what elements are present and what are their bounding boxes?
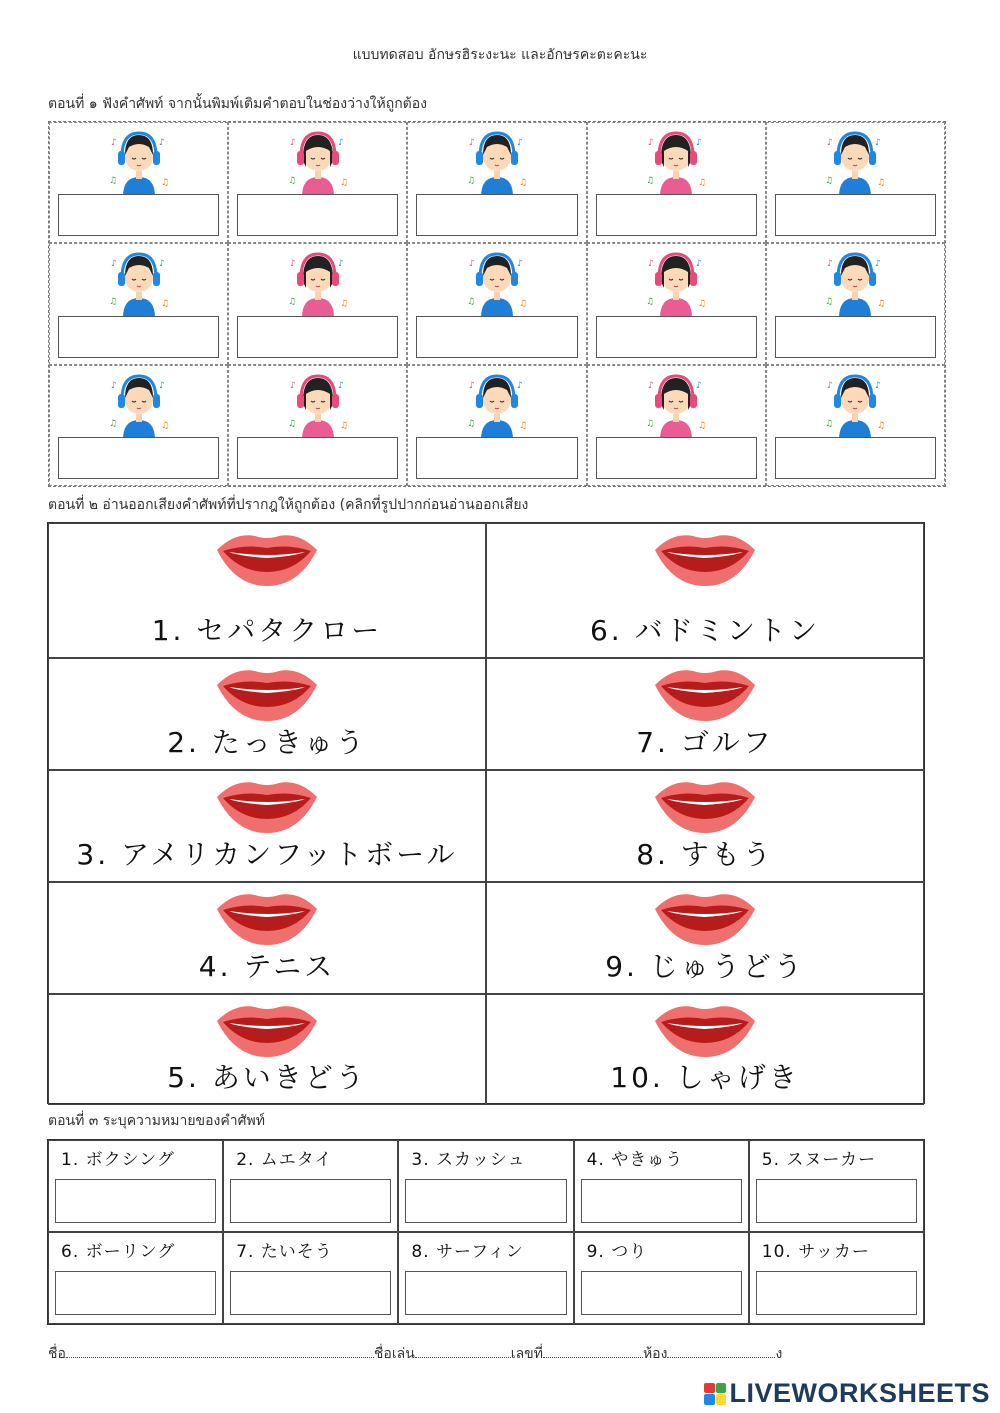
svg-text:♫: ♫	[287, 418, 296, 429]
svg-text:♪: ♪	[827, 259, 834, 270]
boy-headphones-icon[interactable]	[465, 127, 529, 197]
svg-text:♪: ♪	[158, 380, 165, 391]
room-label: ห้อง	[642, 1346, 668, 1362]
meaning-term: 4. やきゅう	[586, 1150, 684, 1170]
meaning-cell	[749, 1140, 924, 1232]
meaning-term: 5. スヌーカー	[761, 1150, 877, 1170]
meaning-cell	[749, 1232, 924, 1324]
listening-cell	[587, 243, 766, 364]
svg-text:♪: ♪	[289, 138, 296, 148]
svg-text:♪: ♪	[875, 138, 882, 148]
listening-answer-box[interactable]	[596, 316, 757, 358]
svg-text:♫: ♫	[160, 178, 169, 188]
meaning-term: 9. つり	[586, 1242, 648, 1262]
svg-text:♫: ♫	[646, 176, 655, 186]
svg-text:♫: ♫	[108, 418, 117, 429]
meaning-answer-box[interactable]	[230, 1271, 391, 1315]
boy-headphones-icon[interactable]	[823, 127, 887, 197]
section-1-label: ตอนที่ ๑ ฟังคำศัพท์ จากนั้นพิมพ์เติมคำตอบในช่องว่างให้ถูกต้อง	[48, 96, 428, 112]
meaning-answer-box[interactable]	[230, 1179, 391, 1223]
pronunciation-word: 2. たっきゅう	[167, 726, 367, 759]
svg-text:♪: ♪	[110, 380, 117, 391]
listening-answer-box[interactable]	[596, 194, 757, 236]
pronunciation-word: 8. すもう	[636, 838, 774, 871]
listening-cell	[228, 122, 407, 243]
svg-text:♫: ♫	[825, 297, 834, 308]
listening-cell	[766, 122, 945, 243]
svg-text:♪: ♪	[516, 380, 523, 391]
pronunciation-cell	[486, 658, 924, 770]
boy-headphones-icon[interactable]	[107, 248, 171, 318]
lips-icon[interactable]	[215, 775, 319, 835]
meaning-answer-box[interactable]	[756, 1179, 917, 1223]
listening-answer-box[interactable]	[58, 194, 219, 236]
listening-answer-box[interactable]	[58, 316, 219, 358]
svg-text:♫: ♫	[518, 420, 528, 431]
svg-text:♪: ♪	[875, 380, 882, 391]
svg-text:♪: ♪	[337, 259, 344, 270]
svg-text:♫: ♫	[466, 418, 476, 429]
svg-text:♪: ♪	[468, 259, 475, 270]
svg-text:♪: ♪	[110, 259, 117, 270]
listening-answer-box[interactable]	[775, 194, 936, 236]
boy-headphones-icon[interactable]	[823, 370, 887, 440]
pronunciation-cell	[48, 882, 486, 994]
svg-text:♫: ♫	[287, 297, 296, 308]
listening-cell	[228, 365, 407, 486]
listening-cell	[407, 243, 586, 364]
listening-answer-box[interactable]	[775, 316, 936, 358]
meaning-cell	[48, 1140, 223, 1232]
meaning-cell	[223, 1232, 398, 1324]
svg-text:♪: ♪	[337, 380, 344, 391]
listening-cell	[766, 365, 945, 486]
svg-text:♪: ♪	[110, 138, 117, 148]
pronunciation-word: 9. じゅうどう	[605, 950, 805, 983]
svg-text:♪: ♪	[696, 380, 702, 391]
meaning-cell	[398, 1232, 573, 1324]
boy-headphones-icon[interactable]	[465, 248, 529, 318]
lips-icon[interactable]	[653, 663, 757, 723]
meaning-answer-box[interactable]	[405, 1271, 566, 1315]
meaning-term: 3. スカッシュ	[411, 1150, 526, 1170]
listening-answer-box[interactable]	[237, 194, 398, 236]
svg-text:♪: ♪	[827, 138, 834, 148]
brand-badge-icon	[704, 1383, 726, 1405]
listening-answer-box[interactable]	[416, 316, 577, 358]
number-blank[interactable]	[543, 1356, 643, 1358]
pronunciation-cell	[48, 770, 486, 882]
svg-text:♫: ♫	[287, 176, 296, 186]
listening-answer-box[interactable]	[416, 194, 577, 236]
listening-answer-box[interactable]	[416, 437, 577, 479]
listening-answer-box[interactable]	[58, 437, 219, 479]
lips-icon[interactable]	[653, 999, 757, 1059]
pronunciation-cell	[486, 994, 924, 1105]
girl-headphones-icon[interactable]	[644, 370, 708, 440]
listening-answer-box[interactable]	[237, 316, 398, 358]
brand-square-3	[704, 1394, 715, 1405]
svg-text:♫: ♫	[160, 299, 169, 310]
pronunciation-word: 5. あいきどう	[167, 1061, 367, 1094]
boy-headphones-icon[interactable]	[823, 248, 887, 318]
meaning-answer-box[interactable]	[581, 1179, 742, 1223]
meaning-term: 7. たいそう	[236, 1242, 333, 1262]
pronunciation-table	[47, 522, 925, 1104]
lips-icon[interactable]	[215, 887, 319, 947]
svg-text:♫: ♫	[698, 420, 707, 431]
svg-text:♫: ♫	[339, 420, 348, 431]
footer-trailing: ง	[775, 1346, 783, 1362]
girl-headphones-icon[interactable]	[286, 127, 350, 197]
svg-text:♫: ♫	[698, 299, 707, 310]
svg-text:♫: ♫	[108, 176, 117, 186]
listening-cell	[407, 122, 586, 243]
svg-text:♪: ♪	[468, 380, 475, 391]
svg-text:♫: ♫	[466, 176, 476, 186]
meaning-cell	[48, 1232, 223, 1324]
worksheet-title: แบบทดสอบ อักษรฮิระงะนะ และอักษรคะตะคะนะ	[352, 47, 648, 63]
girl-headphones-icon[interactable]	[644, 248, 708, 318]
brand-text: LIVEWORKSHEETS	[729, 1378, 990, 1408]
meaning-answer-box[interactable]	[756, 1271, 917, 1315]
lips-icon[interactable]	[215, 999, 319, 1059]
meaning-cell	[223, 1140, 398, 1232]
svg-text:♪: ♪	[337, 138, 344, 148]
svg-text:♪: ♪	[468, 138, 475, 148]
nickname-blank[interactable]	[415, 1356, 511, 1358]
svg-text:♫: ♫	[698, 178, 707, 188]
svg-text:♪: ♪	[696, 259, 702, 270]
pronunciation-word: 6. バドミントン	[589, 614, 821, 647]
meaning-answer-box[interactable]	[55, 1179, 216, 1223]
meaning-table	[47, 1139, 925, 1325]
svg-text:♪: ♪	[648, 138, 654, 148]
svg-text:♫: ♫	[518, 299, 528, 310]
svg-text:♫: ♫	[877, 299, 886, 310]
svg-text:♫: ♫	[108, 297, 117, 308]
listening-cell	[587, 122, 766, 243]
svg-text:♪: ♪	[158, 259, 165, 270]
pronunciation-cell	[486, 882, 924, 994]
meaning-term: 2. ムエタイ	[236, 1150, 333, 1170]
meaning-answer-box[interactable]	[55, 1271, 216, 1315]
liveworksheets-logo	[704, 1378, 990, 1409]
section-3-label: ตอนที่ ๓ ระบุความหมายของคำศัพท์	[48, 1113, 265, 1129]
listening-cell	[587, 365, 766, 486]
listening-cell	[49, 243, 228, 364]
svg-text:♪: ♪	[516, 138, 523, 148]
meaning-cell	[574, 1140, 749, 1232]
pronunciation-cell	[48, 658, 486, 770]
svg-text:♫: ♫	[518, 178, 528, 188]
svg-text:♫: ♫	[339, 178, 348, 188]
svg-text:♪: ♪	[696, 138, 702, 148]
svg-text:♪: ♪	[158, 138, 165, 148]
brand-square-2	[716, 1383, 727, 1394]
svg-text:♫: ♫	[825, 176, 834, 186]
svg-text:♫: ♫	[646, 418, 655, 429]
girl-headphones-icon[interactable]	[644, 127, 708, 197]
meaning-cell	[398, 1140, 573, 1232]
svg-text:♫: ♫	[825, 418, 834, 429]
listening-cell	[228, 243, 407, 364]
pronunciation-cell	[48, 523, 486, 658]
room-blank[interactable]	[667, 1356, 775, 1358]
meaning-answer-box[interactable]	[405, 1179, 566, 1223]
svg-text:♪: ♪	[289, 380, 296, 391]
listening-cell	[49, 365, 228, 486]
meaning-term: 10. サッカー	[761, 1242, 870, 1262]
lips-icon[interactable]	[653, 887, 757, 947]
lips-icon[interactable]	[653, 775, 757, 835]
listening-grid	[48, 121, 946, 487]
section-2-label: ตอนที่ ๒ อ่านออกเสียงคำศัพท์ที่ปรากฎให้ถูกต้อง (คลิกที่รูปปากก่อนอ่านออกเสียง	[48, 497, 529, 513]
name-blank[interactable]	[66, 1356, 374, 1358]
boy-headphones-icon[interactable]	[107, 127, 171, 197]
lips-icon[interactable]	[215, 663, 319, 723]
meaning-term: 8. サーフィン	[411, 1242, 524, 1262]
listening-answer-box[interactable]	[596, 437, 757, 479]
brand-square-4	[716, 1394, 727, 1405]
brand-square-1	[704, 1383, 715, 1394]
listening-cell	[407, 365, 586, 486]
listening-cell	[49, 122, 228, 243]
pronunciation-word: 7. ゴルフ	[636, 726, 774, 759]
girl-headphones-icon[interactable]	[286, 248, 350, 318]
svg-text:♪: ♪	[648, 380, 654, 391]
svg-text:♪: ♪	[516, 259, 523, 270]
listening-cell	[766, 243, 945, 364]
nickname-label: ชื่อเล่น	[373, 1346, 415, 1362]
meaning-cell	[574, 1232, 749, 1324]
svg-text:♫: ♫	[160, 420, 169, 431]
meaning-answer-box[interactable]	[581, 1271, 742, 1315]
student-info-line	[48, 1343, 782, 1365]
svg-text:♫: ♫	[339, 299, 348, 310]
svg-text:♪: ♪	[875, 259, 882, 270]
pronunciation-cell	[486, 523, 924, 658]
svg-text:♫: ♫	[646, 297, 655, 308]
boy-headphones-icon[interactable]	[465, 370, 529, 440]
pronunciation-word: 4. テニス	[198, 950, 336, 983]
girl-headphones-icon[interactable]	[286, 370, 350, 440]
listening-answer-box[interactable]	[237, 437, 398, 479]
svg-text:♪: ♪	[827, 380, 834, 391]
pronunciation-word: 1. セパタクロー	[151, 614, 383, 647]
svg-text:♪: ♪	[289, 259, 296, 270]
number-label: เลขที่	[510, 1346, 543, 1362]
svg-text:♪: ♪	[648, 259, 654, 270]
meaning-term: 6. ボーリング	[61, 1242, 176, 1262]
pronunciation-cell	[486, 770, 924, 882]
svg-text:♫: ♫	[466, 297, 476, 308]
pronunciation-cell	[48, 994, 486, 1105]
pronunciation-word: 10. しゃげき	[610, 1061, 800, 1094]
pronunciation-word: 3. アメリカンフットボール	[76, 838, 458, 871]
meaning-term: 1. ボクシング	[61, 1150, 175, 1170]
lips-icon[interactable]	[653, 528, 757, 588]
svg-text:♫: ♫	[877, 178, 886, 188]
lips-icon[interactable]	[215, 528, 319, 588]
name-label: ชื่อ	[48, 1346, 66, 1362]
listening-answer-box[interactable]	[775, 437, 936, 479]
svg-text:♫: ♫	[877, 420, 886, 431]
boy-headphones-icon[interactable]	[107, 370, 171, 440]
